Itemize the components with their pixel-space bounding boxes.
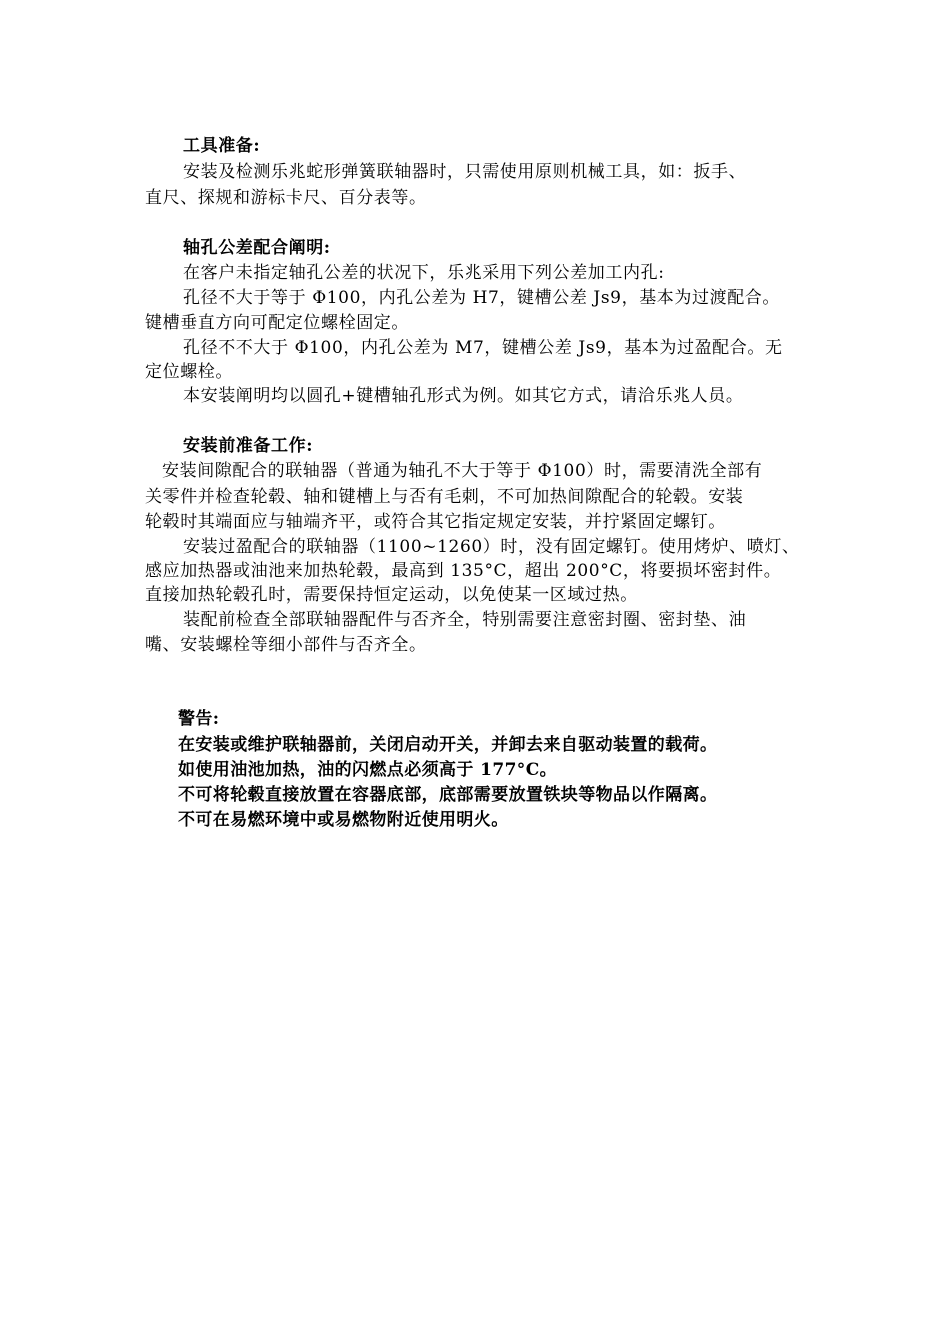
warning-line: 在安装或维护联轴器前，关闭启动开关，并卸去来自驱动装置的载荷。 [178, 735, 718, 755]
tolerance-paragraph-line: 孔径不大于等于 Φ100，内孔公差为 H7，键槽公差 Js9，基本为过渡配合。 [183, 288, 780, 308]
tolerance-heading: 轴孔公差配合阐明: [183, 238, 331, 258]
tools-heading: 工具准备: [183, 136, 261, 156]
tools-paragraph-line: 安装及检测乐兆蛇形弹簧联轴器时，只需使用原则机械工具，如：扳手、 [183, 162, 747, 182]
preparation-paragraph-line: 轮毂时其端面应与轴端齐平，或符合其它指定规定安装，并拧紧固定螺钉。 [145, 512, 726, 532]
preparation-paragraph-line: 直接加热轮毂孔时，需要保持恒定运动，以免使某一区域过热。 [145, 585, 638, 605]
preparation-paragraph-line: 安装过盈配合的联轴器（1100~1260）时，没有固定螺钉。使用烤炉、喷灯、 [183, 537, 800, 557]
preparation-paragraph-line: 装配前检查全部联轴器配件与否齐全，特别需要注意密封圈、密封垫、油 [183, 610, 747, 630]
preparation-paragraph-line: 关零件并检查轮毂、轴和键槽上与否有毛刺，不可加热间隙配合的轮毂。安装 [145, 487, 744, 507]
warning-line: 不可在易燃环境中或易燃物附近使用明火。 [178, 810, 509, 830]
tolerance-paragraph-line: 定位螺栓。 [145, 362, 233, 382]
warning-heading: 警告: [178, 709, 220, 729]
tolerance-paragraph-line: 在客户未指定轴孔公差的状况下，乐兆采用下列公差加工内孔: [183, 263, 665, 283]
tolerance-paragraph-line: 本安装阐明均以圆孔+键槽轴孔形式为例。如其它方式，请洽乐兆人员。 [183, 386, 744, 406]
preparation-paragraph-line: 感应加热器或油池来加热轮毂，最高到 135°C，超出 200°C，将要损坏密封件。 [145, 561, 782, 581]
tools-paragraph-line: 直尺、探规和游标卡尺、百分表等。 [145, 188, 427, 208]
tolerance-paragraph-line: 孔径不不大于 Φ100，内孔公差为 M7，键槽公差 Js9，基本为过盈配合。无 [183, 338, 783, 358]
tolerance-paragraph-line: 键槽垂直方向可配定位螺栓固定。 [145, 313, 409, 333]
warning-line: 不可将轮毂直接放置在容器底部，底部需要放置铁块等物品以作隔离。 [178, 785, 718, 805]
warning-line: 如使用油池加热，油的闪燃点必须高于 177°C。 [178, 760, 558, 780]
preparation-heading: 安装前准备工作: [183, 436, 314, 456]
preparation-paragraph-line: 安装间隙配合的联轴器（普通为轴孔不大于等于 Φ100）时，需要清洗全部有 [162, 461, 763, 481]
preparation-paragraph-line: 嘴、安装螺栓等细小部件与否齐全。 [145, 635, 427, 655]
